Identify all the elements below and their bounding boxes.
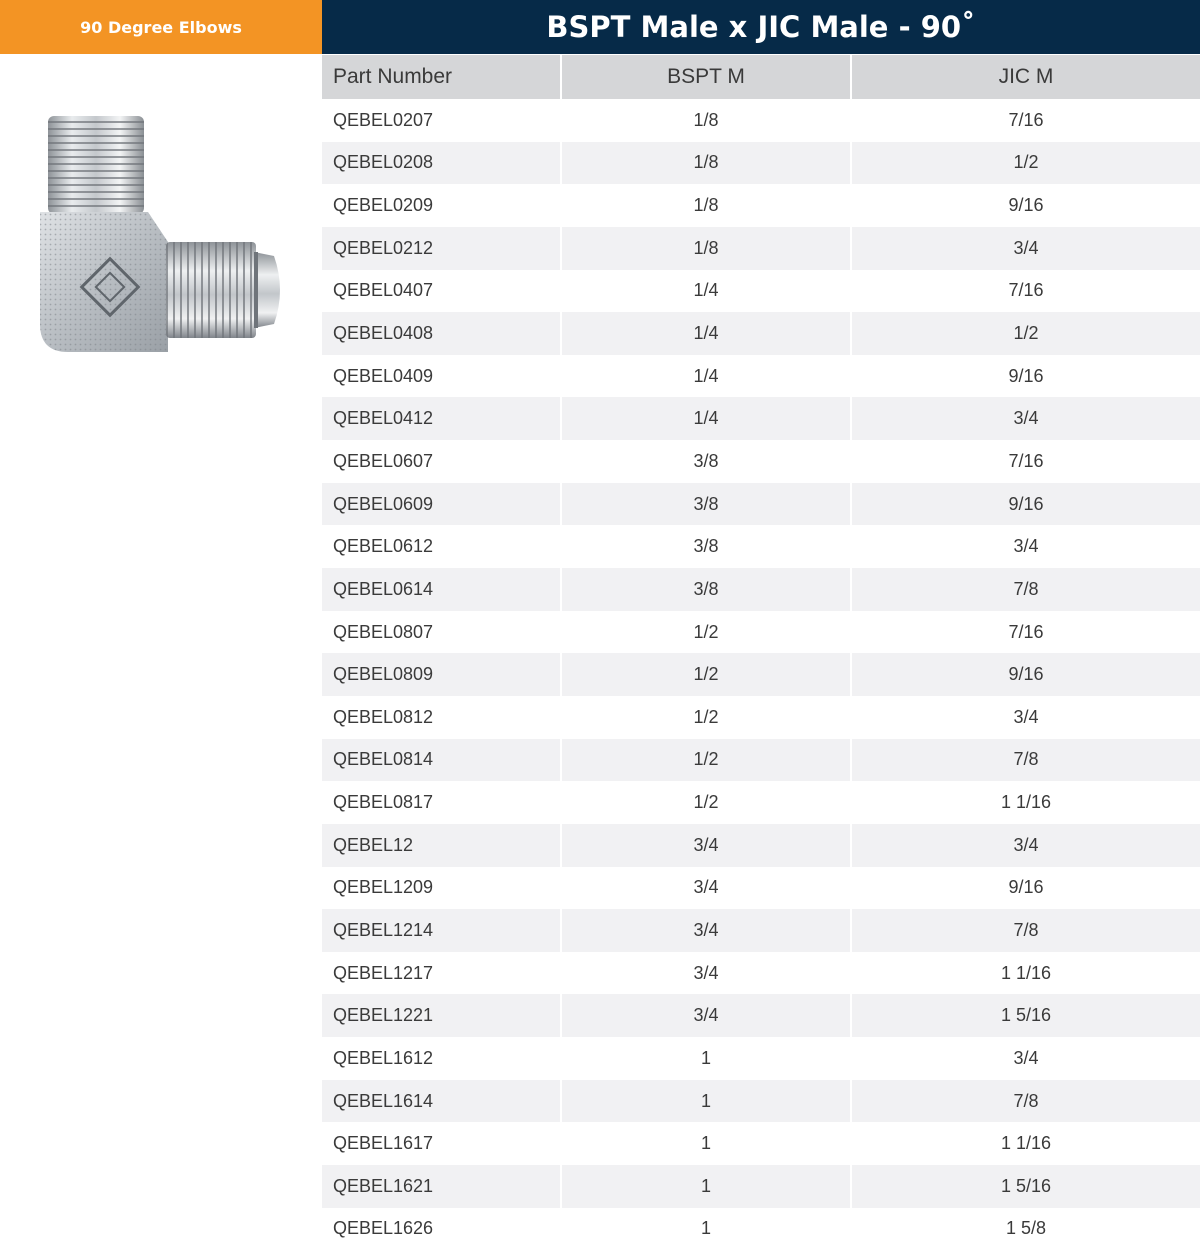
bspt-size-cell: 1/4: [562, 312, 852, 355]
table-row: [322, 355, 1200, 398]
jic-size-cell: 9/16: [1008, 664, 1044, 685]
part-number-cell: QEBEL1614: [322, 1080, 562, 1123]
jic-size-cell: 1 5/8: [1005, 1218, 1047, 1239]
jic-size-cell: 1/2: [1013, 323, 1039, 344]
column-header-part-number: Part Number: [322, 55, 562, 99]
jic-size-cell: 7/8: [1013, 749, 1039, 770]
bspt-size-cell: 3/4: [562, 867, 852, 910]
column-header-bspt-m: BSPT M: [562, 55, 852, 99]
table-row: [322, 952, 1200, 995]
bspt-size-cell: 3/8: [562, 483, 852, 526]
bspt-size-cell: 1/2: [562, 739, 852, 782]
bspt-size-cell: 1/8: [562, 99, 852, 142]
part-number-cell: QEBEL0409: [322, 355, 562, 398]
bspt-size-cell: 3/4: [562, 994, 852, 1037]
part-number-cell: QEBEL0817: [322, 781, 562, 824]
table-row: [322, 909, 1200, 952]
part-number-cell: QEBEL0407: [322, 270, 562, 313]
jic-size-cell: 7/16: [1008, 280, 1044, 301]
table-row: [322, 653, 1200, 696]
table-row: [322, 99, 1200, 142]
part-number-cell: QEBEL1621: [322, 1165, 562, 1208]
jic-size-cell: 7/8: [1013, 919, 1039, 940]
jic-size-cell: 1/2: [1013, 152, 1039, 173]
table-row: [322, 1037, 1200, 1080]
jic-size-cell: 3/4: [1013, 1047, 1039, 1068]
part-number-cell: QEBEL0209: [322, 184, 562, 227]
table-row: [322, 1122, 1200, 1165]
bspt-size-cell: 1/2: [562, 781, 852, 824]
table-row: [322, 696, 1200, 739]
jic-size-cell: 9/16: [1008, 365, 1044, 386]
part-number-cell: QEBEL0208: [322, 142, 562, 185]
part-number-cell: QEBEL0814: [322, 739, 562, 782]
table-row: [322, 781, 1200, 824]
part-number-cell: QEBEL1626: [322, 1208, 562, 1251]
table-header-row: [322, 54, 1200, 99]
table-title-text: BSPT Male x JIC Male - 90˚: [546, 10, 976, 44]
table-row: [322, 568, 1200, 611]
bspt-size-cell: 1: [562, 1080, 852, 1123]
jic-size-cell: 7/16: [1008, 109, 1044, 130]
jic-size-cell: 7/16: [1008, 450, 1044, 471]
category-tab-label: 90 Degree Elbows: [80, 17, 242, 37]
table-title: [322, 0, 1200, 54]
part-number-cell: QEBEL1221: [322, 994, 562, 1037]
part-number-cell: QEBEL0614: [322, 568, 562, 611]
part-number-cell: QEBEL1217: [322, 952, 562, 995]
bspt-size-cell: 1: [562, 1208, 852, 1251]
bspt-size-cell: 3/8: [562, 525, 852, 568]
bspt-size-cell: 1: [562, 1122, 852, 1165]
table-row: [322, 142, 1200, 185]
table-row: [322, 867, 1200, 910]
bspt-size-cell: 3/4: [562, 824, 852, 867]
category-tab[interactable]: [0, 0, 322, 54]
bspt-size-cell: 1/4: [562, 397, 852, 440]
jic-size-cell: 1 1/16: [1000, 962, 1052, 983]
bspt-size-cell: 1/8: [562, 227, 852, 270]
table-row: [322, 739, 1200, 782]
part-number-cell: QEBEL0412: [322, 397, 562, 440]
table-row: [322, 397, 1200, 440]
table-row: [322, 1080, 1200, 1123]
part-number-cell: QEBEL0609: [322, 483, 562, 526]
part-number-cell: QEBEL0809: [322, 653, 562, 696]
bspt-size-cell: 1/4: [562, 355, 852, 398]
part-number-cell: QEBEL1617: [322, 1122, 562, 1165]
jic-size-cell: 9/16: [1008, 877, 1044, 898]
part-number-cell: QEBEL0807: [322, 611, 562, 654]
jic-size-cell: 1 5/16: [1000, 1175, 1052, 1196]
bspt-size-cell: 1: [562, 1165, 852, 1208]
table-body: [322, 99, 1200, 1250]
jic-size-cell: 3/4: [1013, 706, 1039, 727]
table-row: [322, 227, 1200, 270]
bspt-size-cell: 1/4: [562, 270, 852, 313]
table-row: [322, 525, 1200, 568]
table-row: [322, 824, 1200, 867]
part-number-cell: QEBEL0612: [322, 525, 562, 568]
elbow-fitting-illustration: [28, 102, 298, 372]
table-row: [322, 184, 1200, 227]
jic-size-cell: 3/4: [1013, 834, 1039, 855]
jic-size-cell: 7/8: [1013, 1090, 1039, 1111]
bspt-size-cell: 3/4: [562, 952, 852, 995]
bspt-size-cell: 3/4: [562, 909, 852, 952]
jic-size-cell: 3/4: [1013, 536, 1039, 557]
part-number-cell: QEBEL0207: [322, 99, 562, 142]
jic-size-cell: 9/16: [1008, 195, 1044, 216]
table-row: [322, 1165, 1200, 1208]
table-row: [322, 483, 1200, 526]
part-number-cell: QEBEL1209: [322, 867, 562, 910]
part-number-cell: QEBEL0408: [322, 312, 562, 355]
bspt-size-cell: 3/8: [562, 440, 852, 483]
table-row: [322, 312, 1200, 355]
part-number-cell: QEBEL12: [322, 824, 562, 867]
part-number-cell: QEBEL0212: [322, 227, 562, 270]
table-row: [322, 1208, 1200, 1251]
jic-size-cell: 3/4: [1013, 237, 1039, 258]
bspt-size-cell: 1: [562, 1037, 852, 1080]
table-row: [322, 440, 1200, 483]
part-number-cell: QEBEL0812: [322, 696, 562, 739]
table-row: [322, 994, 1200, 1037]
jic-size-cell: 1 1/16: [1000, 1133, 1052, 1154]
jic-size-cell: 1 1/16: [1000, 792, 1052, 813]
left-panel: [0, 0, 322, 1257]
table-row: [322, 270, 1200, 313]
bspt-size-cell: 1/8: [562, 142, 852, 185]
jic-size-cell: 7/16: [1008, 621, 1044, 642]
product-image: [28, 102, 298, 372]
jic-size-cell: 1 5/16: [1000, 1005, 1052, 1026]
jic-size-cell: 9/16: [1008, 493, 1044, 514]
jic-size-cell: 7/8: [1013, 578, 1039, 599]
bspt-size-cell: 1/2: [562, 653, 852, 696]
bspt-size-cell: 1/2: [562, 611, 852, 654]
jic-size-cell: 3/4: [1013, 408, 1039, 429]
spec-table: [322, 0, 1200, 1257]
table-row: [322, 611, 1200, 654]
part-number-cell: QEBEL1214: [322, 909, 562, 952]
bspt-size-cell: 1/8: [562, 184, 852, 227]
bspt-size-cell: 3/8: [562, 568, 852, 611]
part-number-cell: QEBEL1612: [322, 1037, 562, 1080]
column-header-jic-m: JIC M: [998, 65, 1054, 88]
bspt-size-cell: 1/2: [562, 696, 852, 739]
part-number-cell: QEBEL0607: [322, 440, 562, 483]
